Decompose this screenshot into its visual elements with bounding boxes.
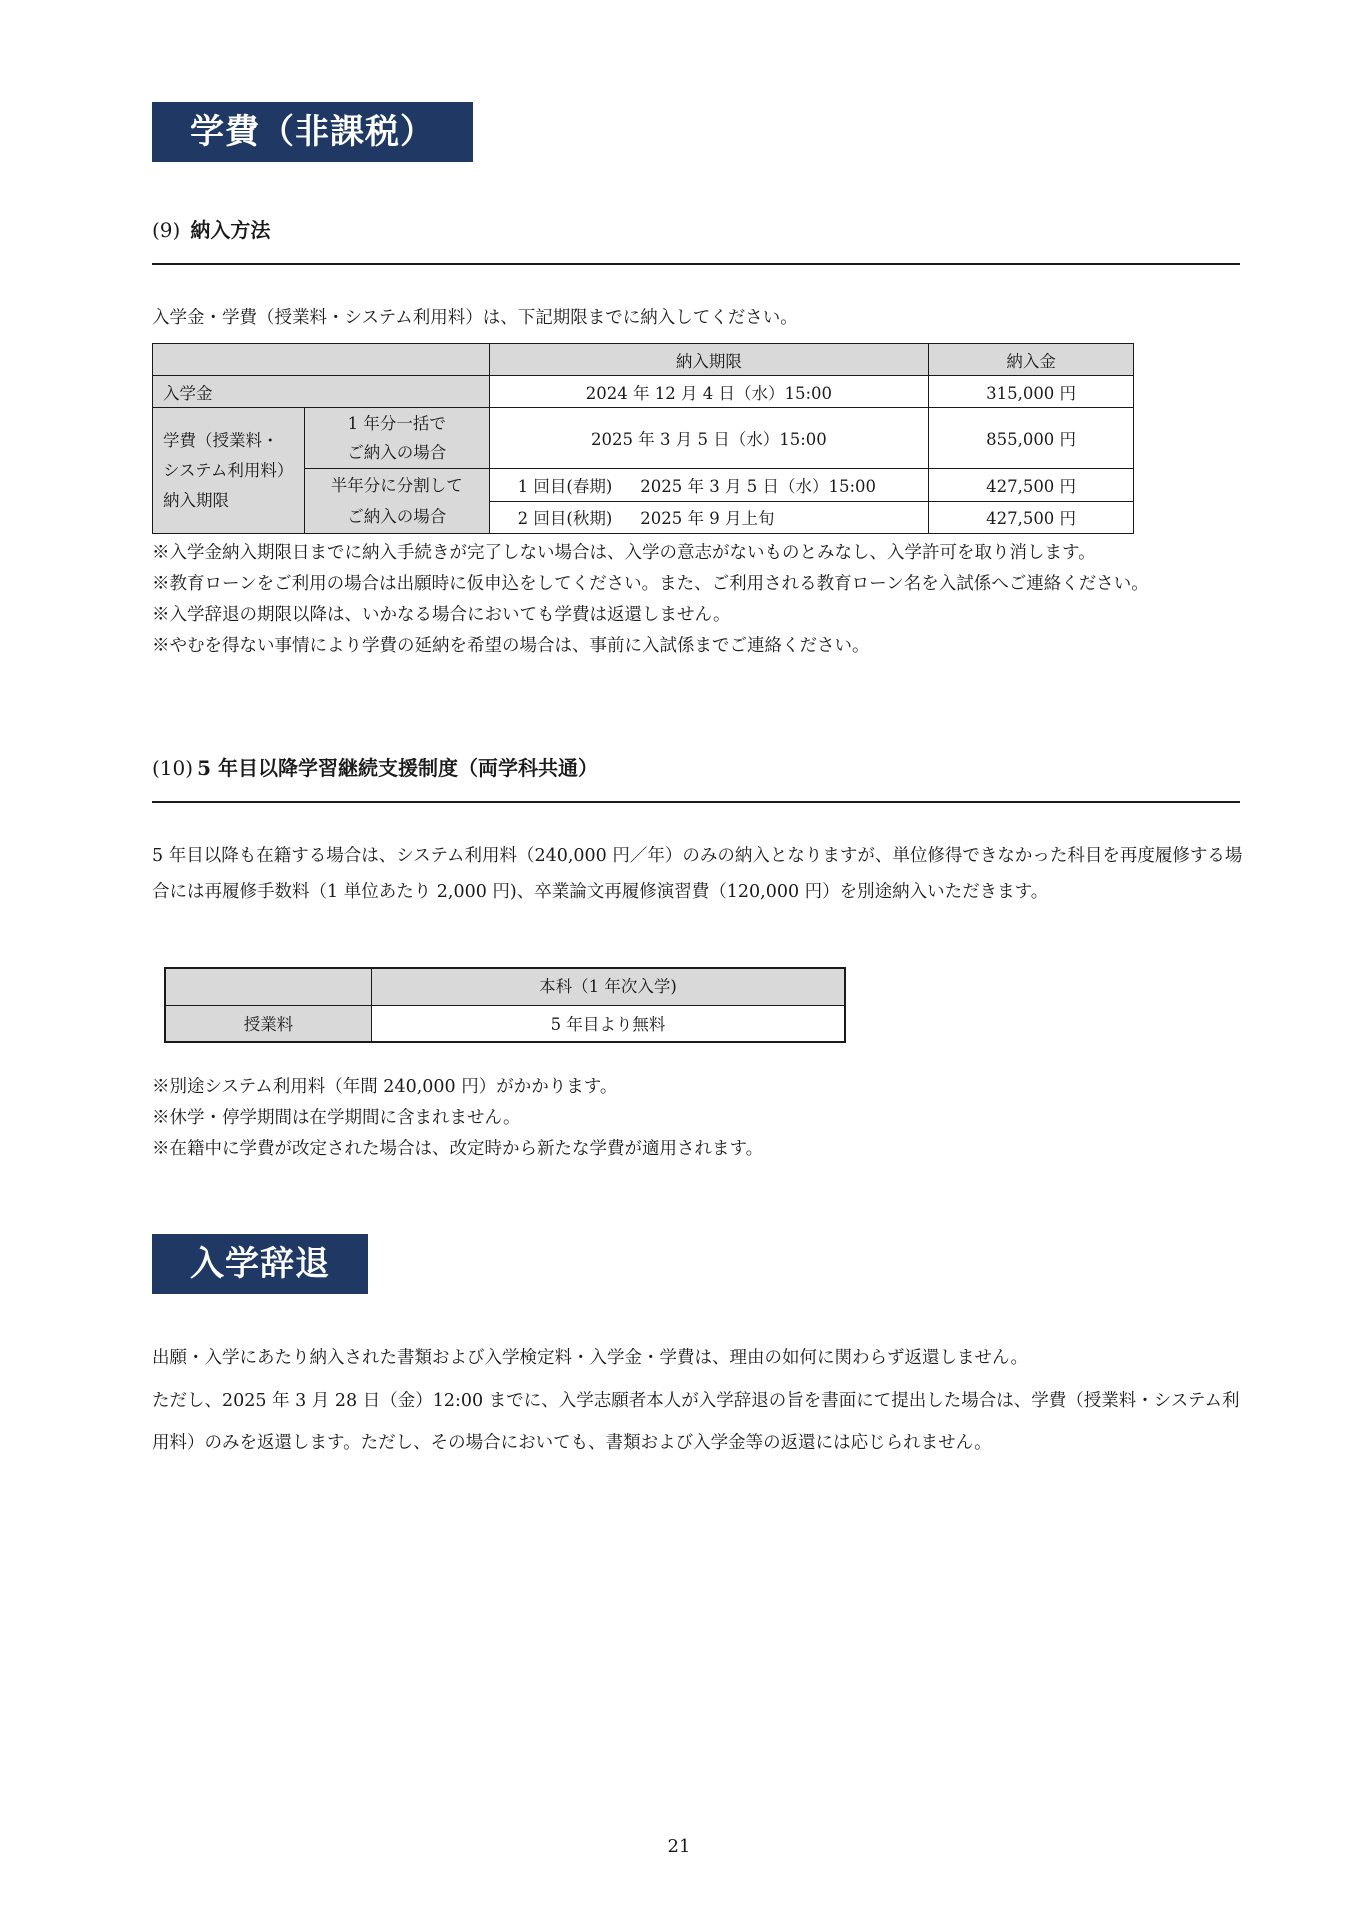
payment-method-number: (9)	[152, 218, 181, 242]
tuition-value: 5 年目より無料	[371, 1005, 845, 1042]
table-row	[153, 408, 1134, 469]
payment-method-title: 納入方法	[190, 218, 271, 242]
note-item: ※やむを得ない事情により学費の延納を希望の場合は、事前に入試係までご連絡ください。	[152, 636, 870, 656]
table-header-row	[153, 344, 1134, 376]
lump-sum-amount: 855,000 円	[929, 408, 1134, 469]
table-row	[165, 1005, 845, 1042]
split-second-amount: 427,500 円	[929, 501, 1134, 534]
split-first-deadline-cell	[489, 469, 929, 502]
lump-sum-label	[304, 408, 489, 469]
lump-sum-label-line: ご納入の場合	[347, 443, 447, 462]
entrance-fee-label: 入学金	[153, 376, 490, 408]
tuition-label-line: 学費（授業料・	[163, 430, 279, 450]
tuition-label-line: 納入期限	[163, 490, 229, 510]
support-program-number: (10)	[152, 756, 194, 780]
lump-sum-deadline: 2025 年 3 月 5 日（水）15:00	[489, 408, 929, 469]
support-notes	[152, 1072, 1248, 1165]
amount-column-header: 納入金	[929, 344, 1134, 376]
withdrawal-section-banner: 入学辞退	[152, 1234, 368, 1294]
split-label-line: 半年分に分割して	[330, 476, 463, 495]
split-second-term: 2 回目(秋期)	[517, 509, 613, 529]
split-second-deadline: 2025 年 9 月上旬	[640, 509, 775, 529]
entrance-fee-deadline: 2024 年 12 月 4 日（水）15:00	[489, 376, 929, 408]
deadline-column-header: 納入期限	[489, 344, 929, 376]
note-item: ※別途システム利用料（年間 240,000 円）がかかります。	[152, 1077, 618, 1097]
withdrawal-paragraph: ただし、2025 年 3 月 28 日（金）12:00 までに、入学志願者本人が入学辞退の旨を書面にて提出した場合は、学費（授業料・システム利用料）のみを返還します。ただし、その場合においても、書類および入学金等の返還には応じられません。	[152, 1391, 1240, 1453]
note-item: ※入学金納入期限日までに納入手続きが完了しない場合は、入学の意志がないものとみなし、入学許可を取り消します。	[152, 543, 1096, 563]
support-intro: 5 年目以降も在籍する場合は、システム利用料（240,000 円／年）のみの納入となりますが、単位修得できなかった科目を再度履修する場合には再履修手数料（1 単位あたり 2,000 円)、卒業論文再履修演習費（120,000 円）を別途納入いただきます。	[152, 846, 1243, 902]
split-second-deadline-cell	[489, 501, 929, 534]
tuition-row-label	[153, 408, 305, 534]
payment-intro: 入学金・学費（授業料・システム利用料）は、下記期限までに納入してください。	[152, 308, 798, 328]
tuition-label: 授業料	[165, 1005, 371, 1042]
table-corner-cell	[153, 344, 490, 376]
tuition-label-line: システム利用料）	[163, 460, 294, 480]
support-fee-table	[164, 967, 846, 1043]
table-header-row	[165, 968, 845, 1005]
withdrawal-text	[152, 1340, 1248, 1464]
table-corner-cell	[165, 968, 371, 1005]
support-program-title: 5 年目以降学習継続支援制度（両学科共通）	[197, 756, 598, 780]
lump-sum-label-line: 1 年分一括で	[347, 414, 446, 433]
note-item: ※入学辞退の期限以降は、いかなる場合においても学費は返還しません。	[152, 605, 731, 625]
support-program-heading	[152, 752, 1240, 803]
note-item: ※休学・停学期間は在学期間に含まれません。	[152, 1108, 521, 1128]
withdrawal-paragraph: 出願・入学にあたり納入された書類および入学検定料・入学金・学費は、理由の如何に関わらず返還しません。	[152, 1348, 1029, 1368]
note-item: ※在籍中に学費が改定された場合は、改定時から新たな学費が適用されます。	[152, 1139, 764, 1159]
split-payment-label	[304, 469, 489, 534]
fees-section-banner: 学費（非課税）	[152, 102, 473, 162]
split-first-amount: 427,500 円	[929, 469, 1134, 502]
entrance-fee-amount: 315,000 円	[929, 376, 1134, 408]
payment-notes	[152, 538, 1248, 662]
split-first-deadline: 2025 年 3 月 5 日（水）15:00	[640, 476, 877, 496]
split-first-term: 1 回目(春期)	[517, 476, 613, 496]
table-row	[153, 376, 1134, 408]
split-label-line: ご納入の場合	[347, 507, 447, 526]
note-item: ※教育ローンをご利用の場合は出願時に仮申込をしてください。また、ご利用される教育ローン名を入試係へご連絡ください。	[152, 574, 1149, 594]
payment-deadline-table	[152, 343, 1134, 534]
payment-method-heading	[152, 214, 1240, 265]
page-number: 21	[667, 1836, 691, 1857]
regular-course-header: 本科（1 年次入学)	[371, 968, 845, 1005]
